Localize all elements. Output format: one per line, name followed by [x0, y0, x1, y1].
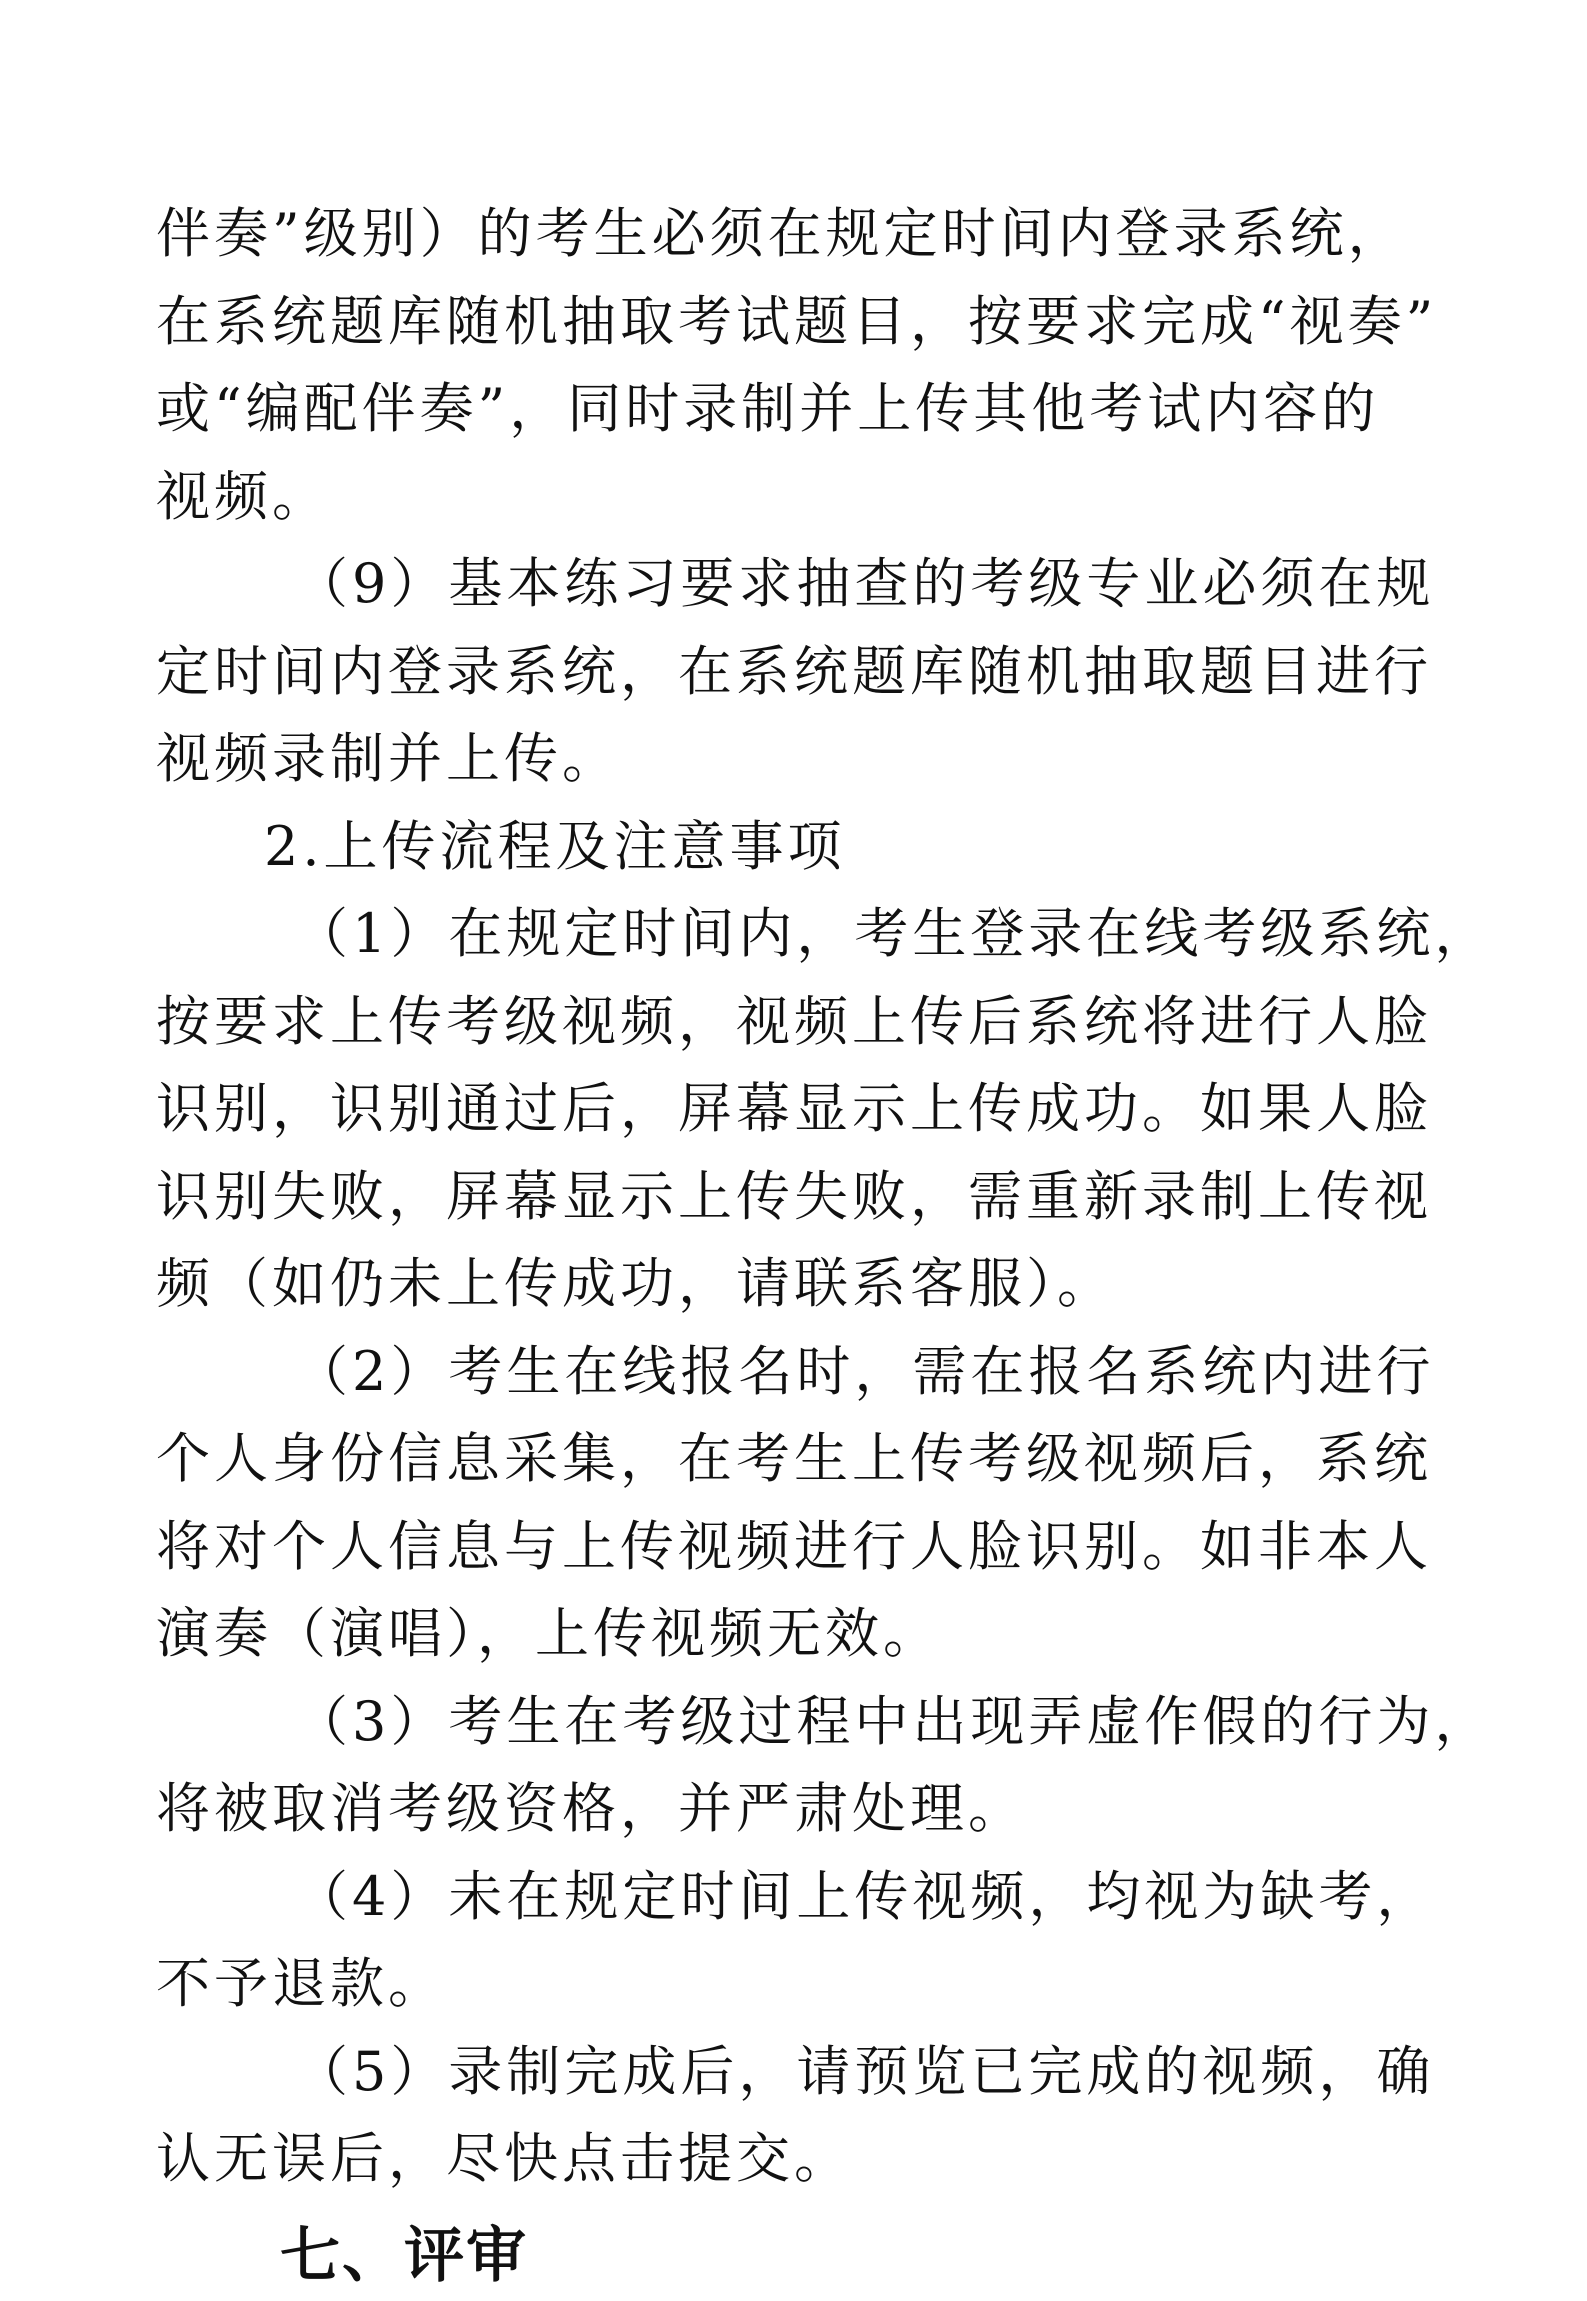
text-line: 认无误后，尽快点击提交。: [156, 2127, 852, 2190]
text-line: 或“编配伴奏”，同时录制并上传其他考试内容的: [156, 377, 1380, 440]
document-body: [156, 190, 1493, 2301]
text-line: 识别失败，屏幕显示上传失败，需重新录制上传视: [156, 1164, 1432, 1228]
text-line: 演奏（演唱），上传视频无效。: [156, 1602, 941, 1665]
text-line: 将被取消考级资格，并严肃处理。: [156, 1777, 1026, 1840]
section-heading-review: [156, 2211, 1436, 2301]
text-line: 定时间内登录系统，在系统题库随机抽取题目进行: [156, 639, 1432, 703]
text-line: 识别，识别通过后，屏幕显示上传成功。如果人脸: [156, 1077, 1432, 1140]
text-line: 将对个人信息与上传视频进行人脸识别。如非本人: [156, 1514, 1432, 1578]
text-line: （9）基本练习要求抽查的考级专业必须在规: [294, 552, 1435, 615]
text-line: 频（如仍未上传成功，请联系客服）。: [156, 1252, 1115, 1315]
text-line: （1）在规定时间内，考生登录在线考级系统，: [294, 902, 1493, 965]
text-line: （5）录制完成后，请预览已完成的视频，确: [294, 2039, 1435, 2103]
paragraph-upload-3: [156, 1678, 1493, 1853]
text-line: 视频。: [156, 464, 330, 528]
paragraph-upload-4: [156, 1853, 1436, 2028]
subheading-text: 2.上传流程及注意事项: [264, 814, 846, 878]
text-line: 按要求上传考级视频，视频上传后系统将进行人脸: [156, 989, 1432, 1053]
text-line: 伴奏”级别）的考生必须在规定时间内登录系统，: [156, 202, 1406, 265]
text-line: 个人身份信息采集，在考生上传考级视频后，系统: [156, 1427, 1432, 1490]
paragraph-upload-1: [156, 890, 1493, 1328]
paragraph-upload-5: [156, 2028, 1436, 2203]
text-line: （3）考生在考级过程中出现弄虚作假的行为，: [294, 1689, 1493, 1753]
subheading-upload-process: [156, 803, 1436, 891]
paragraph-item-9: [156, 540, 1436, 803]
paragraph-continuation: [156, 190, 1436, 540]
text-line: 不予退款。: [156, 1952, 446, 2015]
section-heading-text: 七、评审: [280, 2220, 528, 2291]
paragraph-upload-2: [156, 1328, 1436, 1678]
text-line: （4）未在规定时间上传视频，均视为缺考，: [294, 1864, 1435, 1928]
text-line: 在系统题库随机抽取考试题目，按要求完成“视奏”: [156, 289, 1438, 353]
text-line: 视频录制并上传。: [156, 727, 620, 790]
text-line: （2）考生在线报名时，需在报名系统内进行: [294, 1339, 1435, 1403]
